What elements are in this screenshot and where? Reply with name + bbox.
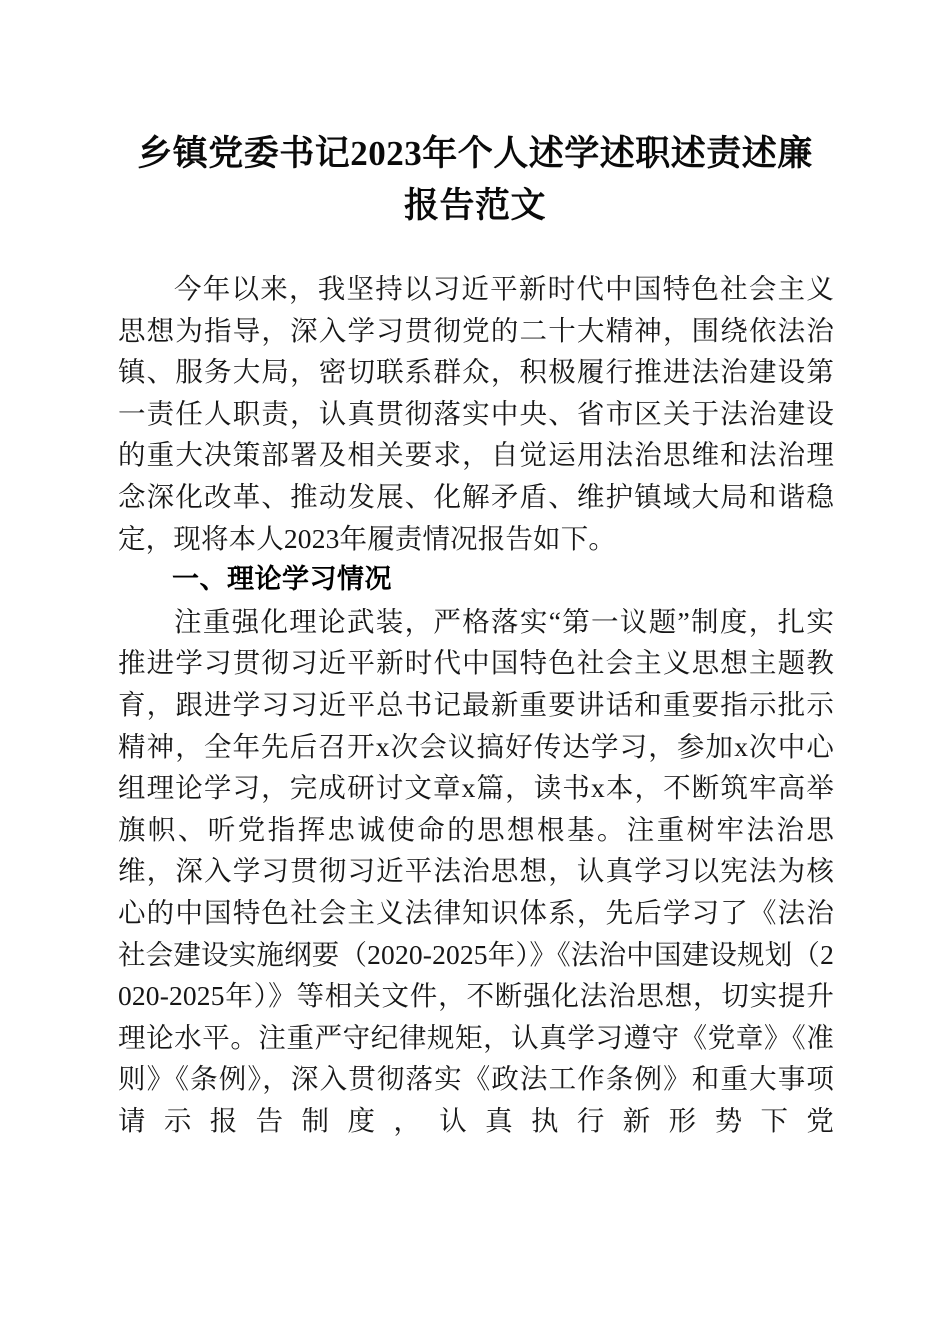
document-title — [118, 128, 832, 232]
document-body — [118, 268, 834, 1141]
section-heading-1: 一、理论学习情况 — [172, 564, 392, 595]
document-title-line-1: 乡镇党委书记2023年个人述学述职述责述廉 — [137, 134, 813, 173]
paragraph-intro: 今年以来，我坚持以习近平新时代中国特色社会主义思想为指导，深入学习贯彻党的二十大精神，围绕依法治镇、服务大局，密切联系群众，积极履行推进法治建设第一责任人职责，认真贯彻落实中央、省市区关于法治建设的重大决策部署及相关要求，自觉运用法治思维和法治理念深化改革、推动发展、化解矛盾、维护镇域大局和谐稳定，现将本人2023年履责情况报告如下。 — [118, 273, 834, 554]
paragraph-section-1-body: 注重强化理论武装，严格落实“第一议题”制度，扎实推进学习贯彻习近平新时代中国特色社会主义思想主题教育，跟进学习习近平总书记最新重要讲话和重要指示批示精神，全年先后召开x次会议搞好传达学习，参加x次中心组理论学习，完成研讨文章x篇，读书x本，不断筑牢高举旗帜、听党指挥忠诚使命的思想根基。注重树牢法治思维，深入学习贯彻习近平法治思想，认真学习以宪法为核心的中国特色社会主义法律知识体系，先后学习了《法治社会建设实施纲要（2020-2025年）》《法治中国建设规划（2020-2025年）》等相关文件，不断强化法治思想，切实提升理论水平。注重严守纪律规矩，认真学习遵守《党章》《准则》《条例》，深入贯彻落实《政法工作条例》和重大事项请示报告制度，认真执行新形势下党 — [118, 605, 834, 1136]
document-title-line-2: 报告范文 — [403, 186, 546, 225]
